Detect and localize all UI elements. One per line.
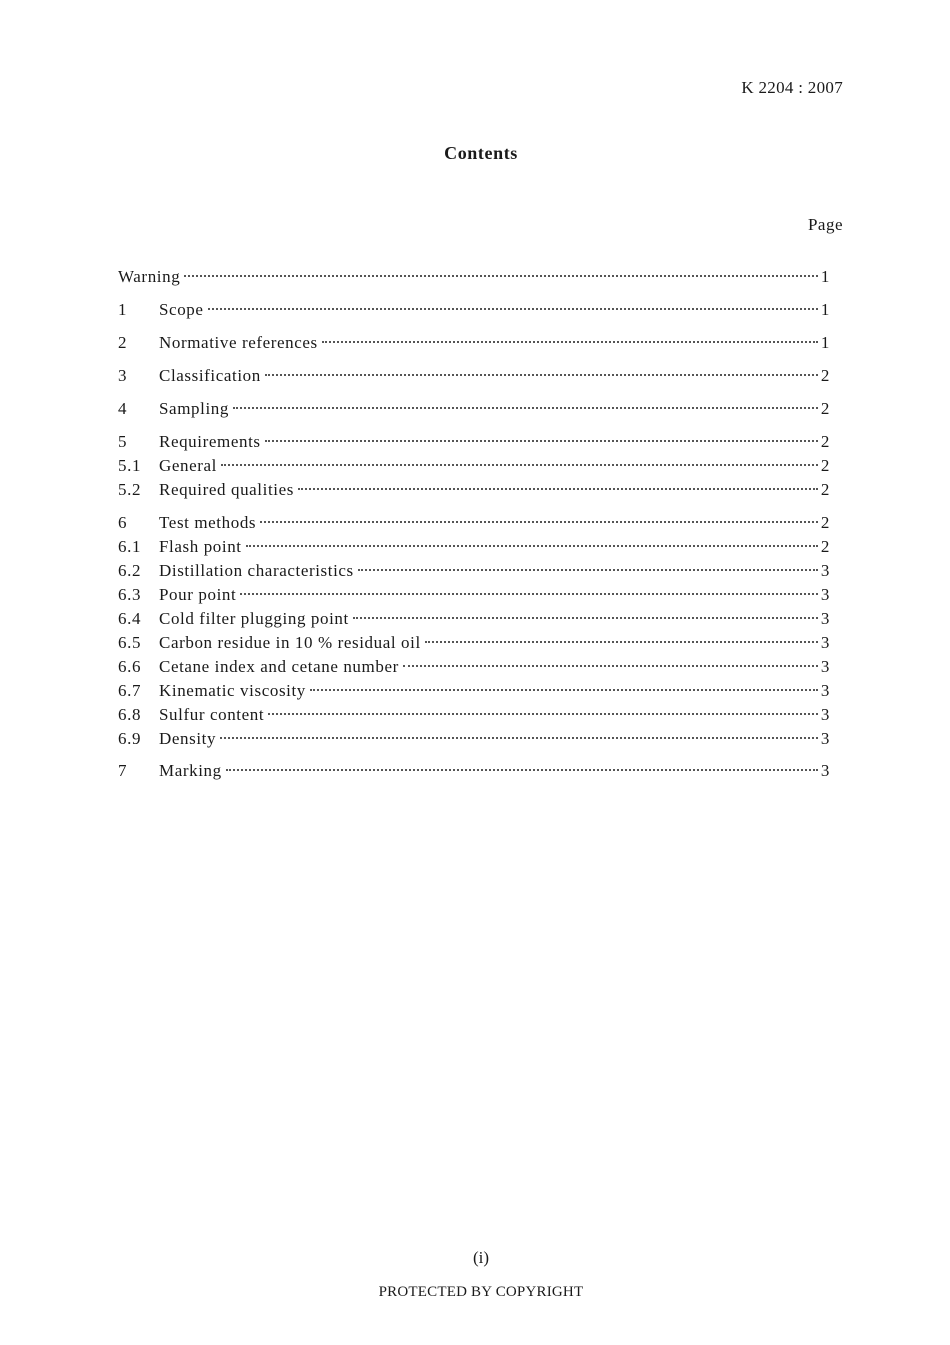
copyright-notice: PROTECTED BY COPYRIGHT [378,1284,584,1300]
dot-leader [226,769,818,771]
dot-leader [265,440,818,442]
dot-leader [260,521,818,523]
dot-leader [246,545,818,547]
toc-entry-number: 6.3 [118,585,142,604]
toc-entry-number: 6.1 [118,537,142,556]
toc-entry-title: Pour point [159,585,237,604]
dot-leader [240,593,818,595]
toc-entry-page: 2 [820,480,830,499]
dot-leader [353,617,818,619]
toc-entry-page: 3 [820,761,830,780]
toc-entry-page: 1 [820,300,830,319]
toc-entry-warning[interactable] [118,265,830,289]
toc-entry-page: 2 [820,456,830,475]
toc-entry-cold-filter-plugging-point[interactable] [118,607,830,631]
toc-entry-cetane-index[interactable] [118,655,830,679]
toc-entry-number: 5.2 [118,480,142,499]
dot-leader [310,689,818,691]
toc-entry-number: 2 [118,333,128,352]
toc-entry-title: Required qualities [159,480,294,499]
page-number: (i) [472,1248,490,1267]
toc-entry-number: 6.2 [118,561,142,580]
toc-entry-number: 4 [118,399,128,418]
toc-entry-title: Cold filter plugging point [159,609,349,628]
toc-entry-title: Sampling [159,399,229,418]
toc-entry-scope[interactable] [118,298,830,322]
toc-entry-title: Test methods [159,513,257,532]
toc-entry-page: 2 [820,432,830,451]
toc-entry-number: 1 [118,300,128,319]
toc-entry-number: 6.6 [118,657,142,676]
toc-entry-number: 6.8 [118,705,142,724]
toc-entry-normative-references[interactable] [118,331,830,355]
toc-entry-page: 3 [820,585,830,604]
toc-entry-number: 6.4 [118,609,142,628]
toc-entry-title: General [159,456,217,475]
dot-leader [268,713,818,715]
toc-entry-density[interactable] [118,727,830,751]
toc-entry-page: 3 [820,657,830,676]
toc-entry-general[interactable] [118,454,830,478]
toc-entry-sulfur-content[interactable] [118,703,830,727]
dot-leader [221,464,818,466]
toc-entry-page: 3 [820,681,830,700]
toc-entry-flash-point[interactable] [118,535,830,559]
toc-entry-pour-point[interactable] [118,583,830,607]
toc-entry-marking[interactable] [118,759,830,783]
toc-entry-page: 2 [820,399,830,418]
toc-entry-title: Sulfur content [159,705,265,724]
toc-entry-page: 2 [820,366,830,385]
toc-entry-page: 3 [820,633,830,652]
toc-entry-required-qualities[interactable] [118,478,830,502]
toc-entry-distillation-characteristics[interactable] [118,559,830,583]
dot-leader [233,407,818,409]
page-column-label: Page [807,215,843,234]
toc-entry-test-methods[interactable] [118,511,830,535]
toc-entry-classification[interactable] [118,364,830,388]
toc-entry-title: Scope [159,300,204,319]
toc-entry-number: 6.9 [118,729,142,748]
toc-entry-number: 6.5 [118,633,142,652]
toc-entry-title: Normative references [159,333,318,352]
toc-entry-number: 5.1 [118,456,142,475]
toc-entry-title: Cetane index and cetane number [159,657,399,676]
toc-entry-carbon-residue[interactable] [118,631,830,655]
dot-leader [220,737,818,739]
dot-leader [298,488,818,490]
toc-entry-number: 6.7 [118,681,142,700]
toc-entry-page: 1 [820,267,830,286]
toc-entry-title: Kinematic viscosity [159,681,306,700]
dot-leader [265,374,818,376]
toc-entry-number: 3 [118,366,128,385]
toc-entry-title: Carbon residue in 10 % residual oil [159,633,421,652]
toc-entry-page: 2 [820,537,830,556]
toc-entry-title: Distillation characteristics [159,561,354,580]
toc-entry-page: 1 [820,333,830,352]
standard-number: K 2204 : 2007 [741,78,843,97]
toc-entry-kinematic-viscosity[interactable] [118,679,830,703]
toc-entry-title: Density [159,729,217,748]
toc-entry-title: Flash point [159,537,242,556]
toc-entry-title: Classification [159,366,261,385]
dot-leader [184,275,818,277]
toc-entry-requirements[interactable] [118,430,830,454]
toc-entry-title: Warning [118,267,181,286]
dot-leader [425,641,818,643]
page-title: Contents [444,143,518,163]
dot-leader [208,308,818,310]
toc-entry-page: 3 [820,705,830,724]
toc-entry-number: 7 [118,761,128,780]
toc-entry-page: 2 [820,513,830,532]
dot-leader [322,341,818,343]
toc-entry-page: 3 [820,561,830,580]
dot-leader [358,569,818,571]
dot-leader [403,665,818,667]
toc-entry-title: Requirements [159,432,261,451]
toc-entry-sampling[interactable] [118,397,830,421]
toc-entry-title: Marking [159,761,222,780]
toc-entry-number: 5 [118,432,128,451]
toc-entry-number: 6 [118,513,128,532]
toc-entry-page: 3 [820,609,830,628]
toc-entry-page: 3 [820,729,830,748]
